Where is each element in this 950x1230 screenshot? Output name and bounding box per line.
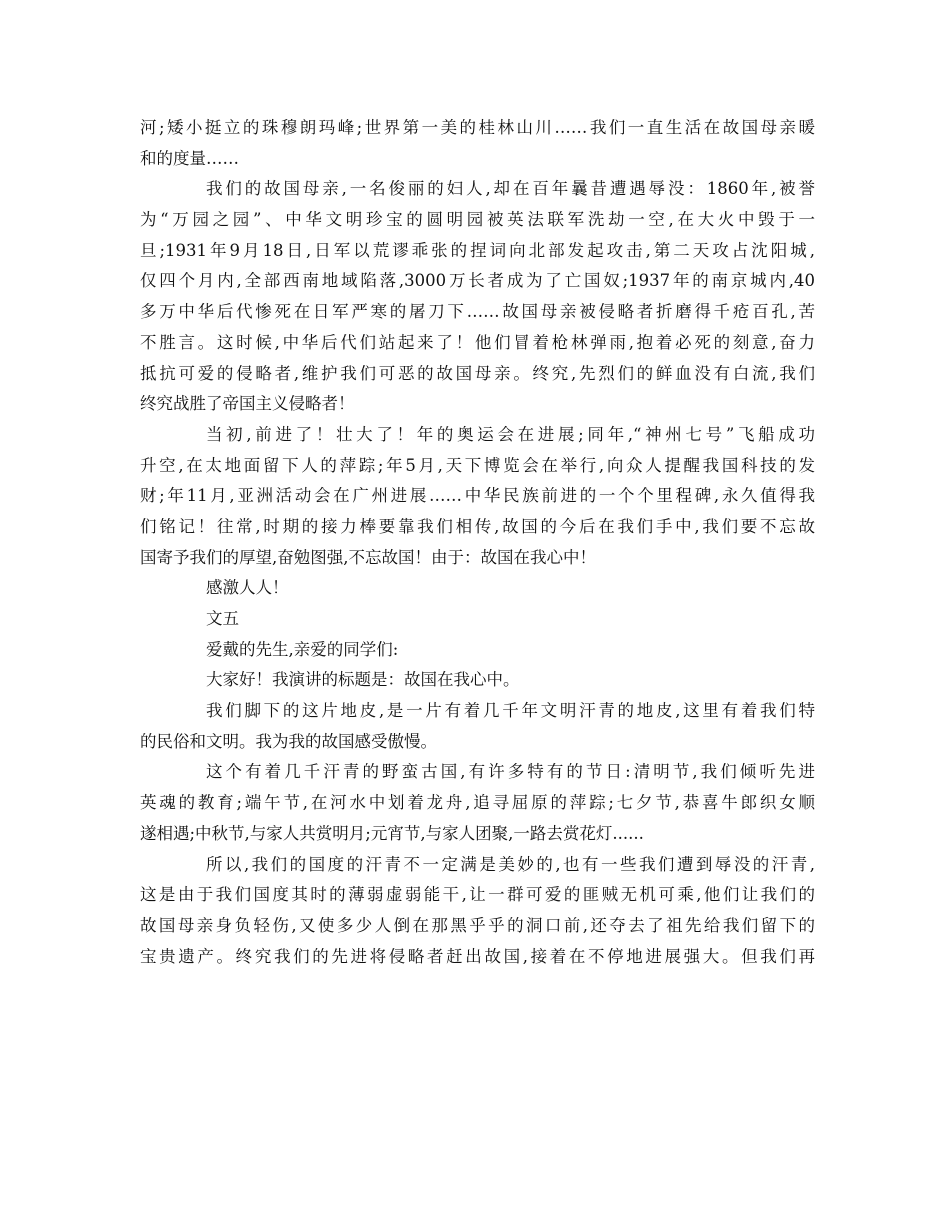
text-line: 旦;1931年9月18日,日军以荒谬乖张的捏词向北部发起攻击,第二天攻占沈阳城, bbox=[140, 240, 815, 260]
text-line: 遂相遇;中秋节,与家人共赏明月;元宵节,与家人团聚,一路去赏花灯...... bbox=[140, 823, 644, 843]
text-line: 多万中华后代惨死在日军严寒的屠刀下……故国母亲被侵略者折磨得千疮百孔,苦 bbox=[140, 302, 815, 322]
text-line: 所以,我们的国度的汗青不一定满是美妙的,也有一些我们遭到辱没的汗青, bbox=[206, 854, 815, 874]
text-line: 终究战胜了帝国主义侵略者！ bbox=[140, 394, 355, 414]
text-line: 宝贵遗产。终究我们的先进将侵略者赶出故国,接着在不停地进展强大。但我们再 bbox=[140, 946, 815, 966]
text-line: 仅四个月内,全部西南地域陷落,3000万长者成为了亡国奴;1937年的南京城内,40 bbox=[140, 271, 815, 291]
text-line: 们铭记！往常,时期的接力棒要靠我们相传,故国的今后在我们手中,我们要不忘故 bbox=[140, 516, 815, 536]
text-line: 大家好！我演讲的标题是：故国在我心中。 bbox=[206, 670, 520, 690]
text-line: 这是由于我们国度其时的薄弱虚弱能干,让一群可爱的匪贼无机可乘,他们让我们的 bbox=[140, 885, 815, 905]
text-line: 爱戴的先生,亲爱的同学们: bbox=[206, 639, 399, 659]
text-line: 当初,前进了！壮大了！年的奥运会在进展;同年,“神州七号”飞船成功 bbox=[206, 424, 815, 444]
text-line: 河;矮小挺立的珠穆朗玛峰;世界第一美的桂林山川……我们一直生活在故国母亲暖 bbox=[140, 118, 815, 137]
text-line: 的民俗和文明。我为我的故国感受傲慢。 bbox=[140, 731, 437, 751]
text-line: 我们脚下的这片地皮,是一片有着几千年文明汗青的地皮,这里有着我们特 bbox=[206, 701, 815, 721]
text-line: 故国母亲身负轻伤,又使多少人倒在那黑乎乎的洞口前,还夺去了祖先给我们留下的 bbox=[140, 915, 815, 935]
text-line: 财;年11月,亚洲活动会在广州进展……中华民族前进的一个个里程碑,永久值得我 bbox=[140, 486, 815, 506]
text-line: 英魂的教育;端午节,在河水中划着龙舟,追寻屈原的萍踪;七夕节,恭喜牛郎织女顺 bbox=[140, 793, 815, 813]
document-body bbox=[140, 113, 815, 972]
text-line: 升空,在太地面留下人的萍踪;年5月,天下博览会在举行,向众人提醒我国科技的发 bbox=[140, 455, 815, 475]
text-line: 这个有着几千汗青的野蛮古国,有许多特有的节日:清明节,我们倾听先进 bbox=[206, 762, 815, 782]
text-line: 我们的故国母亲,一名俊丽的妇人,却在百年曩昔遭遇辱没：1860年,被誉 bbox=[206, 179, 815, 199]
text-line: 抵抗可爱的侵略者,维护我们可恶的故国母亲。终究,先烈们的鲜血没有白流,我们 bbox=[140, 363, 815, 383]
text-line: 文五 bbox=[206, 609, 239, 628]
text-line: 感激人人！ bbox=[206, 578, 289, 598]
text-line: 和的度量…… bbox=[140, 148, 239, 168]
text-line: 国寄予我们的厚望,奋勉图强,不忘故国！由于：故国在我心中！ bbox=[140, 547, 596, 567]
text-line: 不胜言。这时候,中华后代们站起来了！他们冒着枪林弹雨,抱着必死的刻意,奋力 bbox=[140, 332, 815, 352]
text-line: 为“万园之园”、中华文明珍宝的圆明园被英法联军洗劫一空,在大火中毁于一 bbox=[140, 210, 815, 230]
